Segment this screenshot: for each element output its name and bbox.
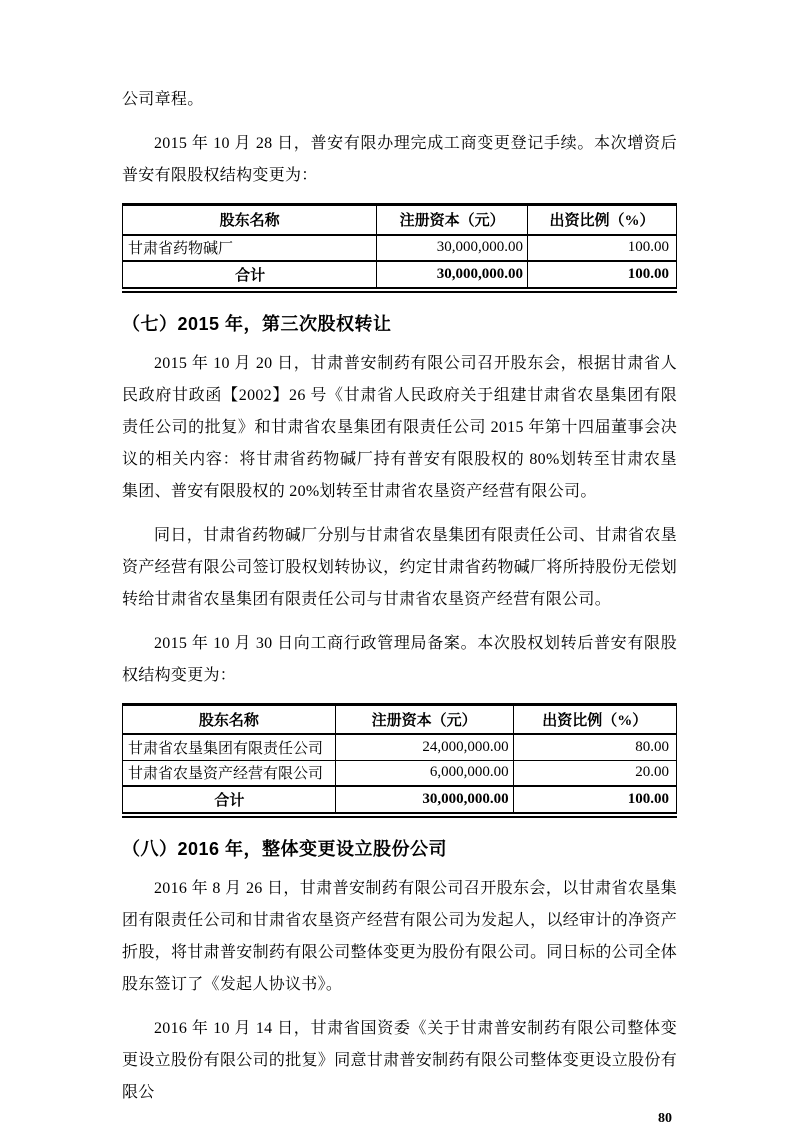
paragraph-shareholder-meeting: 2015 年 10 月 20 日，甘肃普安制药有限公司召开股东会，根据甘肃省人民政府甘政函【2002】26 号《甘肃省人民政府关于组建甘肃省农垦集团有限责任公司的批复》和甘肃省农垦集团有限责任公司 2015 年第十四届董事会决议的相关内容：将甘肃省药物碱厂持有普安有限股权的 80%划转至甘肃农垦集团、普安有限股权的 20%划转至甘肃省农垦资产经营有限公司。 [122, 354, 677, 500]
paragraph-registration: 2015 年 10 月 28 日，普安有限办理完成工商变更登记手续。本次增资后普安有限股权结构变更为： [122, 135, 677, 184]
page-number: 80 [658, 1111, 672, 1122]
cell-shareholder-name: 甘肃省农垦资产经营有限公司 [123, 760, 336, 786]
paragraph-filing: 2015 年 10 月 30 日向工商行政管理局备案。本次股权划转后普安有限股权结构变更为： [122, 634, 677, 684]
table-header-row [123, 205, 677, 235]
column-header-contribution-ratio: 出资比例（%） [513, 704, 676, 734]
cell-total-label: 合计 [123, 261, 377, 287]
cell-total-capital: 30,000,000.00 [377, 261, 528, 287]
cell-contribution-ratio: 100.00 [527, 235, 676, 261]
shareholding-table-after-transfer [122, 703, 677, 819]
cell-shareholder-name: 甘肃省农垦集团有限责任公司 [123, 734, 336, 760]
cell-registered-capital: 24,000,000.00 [335, 734, 513, 760]
cell-registered-capital: 30,000,000.00 [377, 235, 528, 261]
cell-contribution-ratio: 20.00 [513, 760, 676, 786]
shareholding-table-2 [122, 703, 677, 813]
column-header-shareholder-name: 股东名称 [123, 205, 377, 235]
cell-total-ratio: 100.00 [513, 786, 676, 812]
table-row [123, 235, 677, 261]
paragraph-continuation: 公司章程。 [122, 91, 204, 108]
cell-total-label: 合计 [123, 786, 336, 812]
table-header-row [123, 704, 677, 734]
paragraph-sasac-approval: 2016 年 10 月 14 日，甘肃省国资委《关于甘肃普安制药有限公司整体变更设立股份有限公司的批复》同意甘肃普安制药有限公司整体变更设立股份有限公 [122, 1020, 677, 1101]
cell-shareholder-name: 甘肃省药物碱厂 [123, 235, 377, 261]
paragraph-transfer-agreement: 同日，甘肃省药物碱厂分别与甘肃省农垦集团有限责任公司、甘肃省农垦资产经营有限公司签订股权划转协议，约定甘肃省药物碱厂将所持股份无偿划转给甘肃省农垦集团有限责任公司与甘肃省农垦资产经营有限公司。 [122, 526, 677, 608]
table-row [123, 734, 677, 760]
column-header-contribution-ratio: 出资比例（%） [527, 205, 676, 235]
cell-registered-capital: 6,000,000.00 [335, 760, 513, 786]
shareholding-table-1 [122, 203, 677, 287]
cell-contribution-ratio: 80.00 [513, 734, 676, 760]
table-total-row [123, 261, 677, 287]
column-header-registered-capital: 注册资本（元） [335, 704, 513, 734]
section-heading-7: （七）2015 年，第三次股权转让 [122, 313, 392, 334]
paragraph-joint-stock-conversion: 2016 年 8 月 26 日，甘肃普安制药有限公司召开股东会，以甘肃省农垦集团有限责任公司和甘肃省农垦资产经营有限公司为发起人，以经审计的净资产折股，将甘肃普安制药有限公司整体变更为股份有限公司。同日标的公司全体股东签订了《发起人协议书》。 [122, 880, 677, 993]
cell-total-capital: 30,000,000.00 [335, 786, 513, 812]
table-total-row [123, 786, 677, 812]
column-header-shareholder-name: 股东名称 [123, 704, 336, 734]
table-row [123, 760, 677, 786]
column-header-registered-capital: 注册资本（元） [377, 205, 528, 235]
shareholding-table-after-capital-increase [122, 203, 677, 293]
section-heading-8: （八）2016 年，整体变更设立股份公司 [122, 839, 448, 859]
cell-total-ratio: 100.00 [527, 261, 676, 287]
